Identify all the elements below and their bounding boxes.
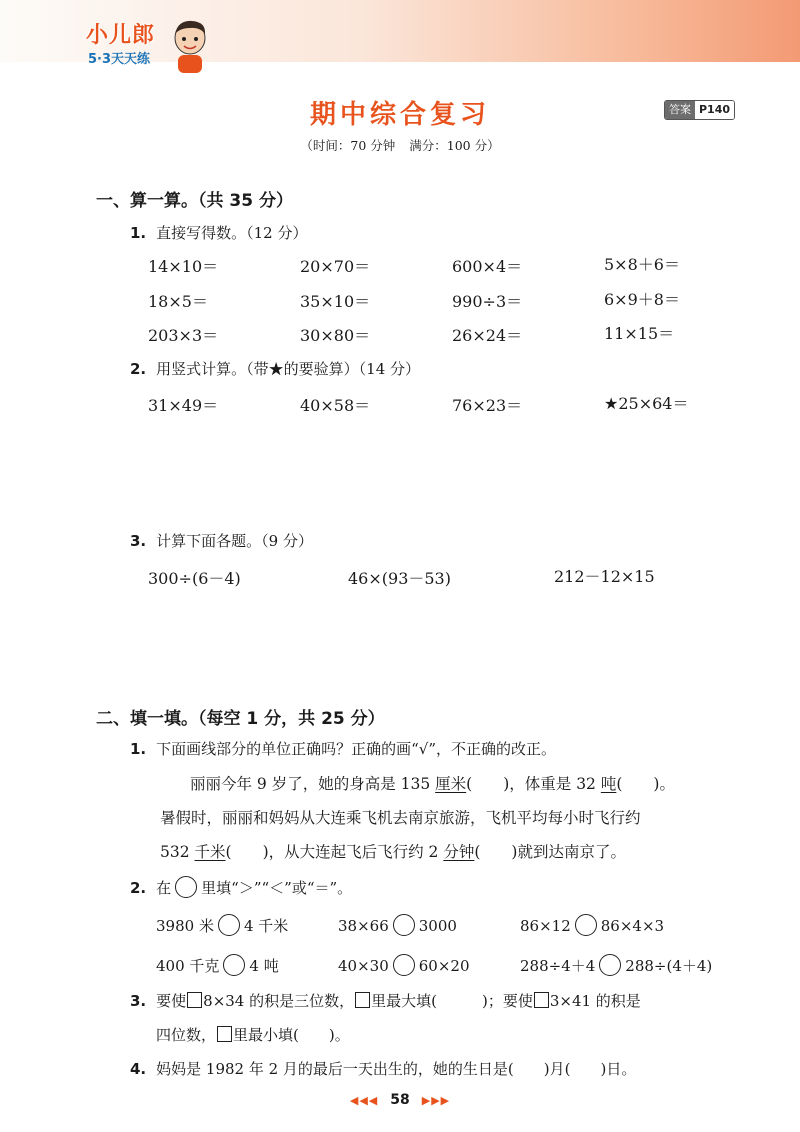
page-number: 58 bbox=[390, 1092, 410, 1108]
question-2-2: 2. 在 里填“＞”“＜”或“＝”。 bbox=[130, 876, 352, 898]
oral-calc-item: 600×4＝ bbox=[452, 257, 523, 276]
square-blank-icon bbox=[217, 1026, 232, 1042]
mixed-calc-item: 46×(93－53) bbox=[348, 569, 451, 588]
oral-calc-item: 203×3＝ bbox=[148, 326, 219, 345]
compare-circle[interactable] bbox=[393, 914, 415, 936]
compare-item: 38×66 3000 bbox=[338, 914, 457, 936]
question-number: 1. bbox=[130, 224, 147, 242]
circle-blank-icon bbox=[175, 876, 197, 898]
question-2-3-cont: 四位数， 里最小填( )。 bbox=[156, 1026, 350, 1044]
question-number: 4. bbox=[130, 1060, 147, 1078]
compare-circle[interactable] bbox=[223, 954, 245, 976]
question-text: 下面画线部分的单位正确吗？正确的画“√”，不正确的改正。 bbox=[156, 740, 557, 758]
question-text: 妈妈是 1982 年 2 月的最后一天出生的，她的生日是( )月( )日。 bbox=[156, 1060, 637, 1078]
left-arrows-icon: ◀◀◀ bbox=[349, 1094, 379, 1107]
square-blank-icon bbox=[187, 992, 202, 1008]
time-limit: （时间：70 分钟 bbox=[300, 138, 396, 153]
passage-line: 丽丽今年 9 岁了，她的身高是 135 厘米( )，体重是 32 吨( )。 bbox=[190, 775, 675, 793]
right-arrows-icon: ▶▶▶ bbox=[421, 1094, 451, 1107]
page-footer bbox=[0, 1092, 800, 1108]
oral-calc-item: 990÷3＝ bbox=[452, 292, 523, 311]
question-1-2 bbox=[130, 358, 420, 379]
question-1-1 bbox=[130, 222, 308, 243]
question-text: 用竖式计算。（带 bbox=[156, 360, 269, 378]
question-text: 计算下面各题。（9 分） bbox=[156, 532, 313, 550]
oral-calc-item: 6×9＋8＝ bbox=[604, 290, 680, 309]
underlined-unit: 厘米 bbox=[435, 775, 467, 793]
answer-label: 答案 bbox=[665, 101, 695, 119]
question-text: 直接写得数。（12 分） bbox=[156, 224, 308, 242]
compare-circle[interactable] bbox=[575, 914, 597, 936]
question-2-4 bbox=[130, 1058, 636, 1079]
underlined-unit: 分钟 bbox=[443, 843, 475, 861]
column-calc-item: ★25×64＝ bbox=[604, 394, 689, 413]
question-text: 的要验算）（14 分） bbox=[283, 360, 421, 378]
question-number: 1. bbox=[130, 740, 147, 758]
compare-item: 288÷4＋4 288÷(4＋4) bbox=[520, 954, 712, 976]
section-2-title: 二、填一填。（每空 1 分，共 25 分） bbox=[96, 709, 385, 729]
compare-item: 3980 米 4 千米 bbox=[156, 914, 288, 936]
question-number: 2. bbox=[130, 360, 147, 378]
oral-calc-item: 20×70＝ bbox=[300, 257, 371, 276]
star-icon: ★ bbox=[604, 394, 619, 413]
passage-line: 暑假时，丽丽和妈妈从大连乘飞机去南京旅游，飞机平均每小时飞行约 bbox=[160, 809, 641, 827]
question-1-3 bbox=[130, 530, 313, 551]
question-number: 3. bbox=[130, 532, 147, 550]
oral-calc-item: 18×5＝ bbox=[148, 292, 208, 311]
passage-line: 532 千米( )，从大连起飞后飞行约 2 分钟( )就到达南京了。 bbox=[160, 843, 626, 861]
star-icon: ★ bbox=[268, 360, 284, 378]
compare-circle[interactable] bbox=[599, 954, 621, 976]
compare-item: 86×12 86×4×3 bbox=[520, 914, 664, 936]
oral-calc-item: 26×24＝ bbox=[452, 326, 523, 345]
square-blank-icon bbox=[534, 992, 549, 1008]
question-number: 2. bbox=[130, 879, 147, 897]
brand-logo bbox=[86, 18, 236, 84]
exam-info bbox=[0, 136, 800, 154]
boy-mascot-icon bbox=[168, 18, 212, 76]
answer-reference bbox=[664, 100, 735, 120]
compare-circle[interactable] bbox=[218, 914, 240, 936]
question-2-3: 3. 要使 8×34 的积是三位数， 里最大填( )；要使 3×41 的积是 bbox=[130, 992, 641, 1010]
logo-subtitle: 5·3天天练 bbox=[88, 52, 151, 67]
logo-text: 小儿郎 bbox=[86, 23, 156, 48]
question-2-1 bbox=[130, 738, 556, 759]
answer-page: P140 bbox=[695, 101, 734, 119]
page-title: 期中综合复习 bbox=[309, 100, 490, 130]
oral-calc-item: 5×8＋6＝ bbox=[604, 255, 680, 274]
oral-calc-item: 35×10＝ bbox=[300, 292, 371, 311]
full-score: 满分：100 分） bbox=[409, 138, 500, 153]
mixed-calc-item: 300÷(6－4) bbox=[148, 569, 241, 588]
oral-calc-item: 30×80＝ bbox=[300, 326, 371, 345]
oral-calc-item: 14×10＝ bbox=[148, 257, 219, 276]
column-calc-item: 40×58＝ bbox=[300, 396, 371, 415]
column-calc-item: 31×49＝ bbox=[148, 396, 219, 415]
underlined-unit: 千米 bbox=[194, 843, 226, 861]
compare-item: 400 千克 4 吨 bbox=[156, 954, 279, 976]
square-blank-icon bbox=[355, 992, 370, 1008]
oral-calc-item: 11×15＝ bbox=[604, 324, 675, 343]
question-number: 3. bbox=[130, 992, 147, 1010]
underlined-unit: 吨 bbox=[600, 775, 617, 793]
section-1-title: 一、算一算。（共 35 分） bbox=[96, 191, 293, 211]
column-calc-item: 76×23＝ bbox=[452, 396, 523, 415]
compare-circle[interactable] bbox=[393, 954, 415, 976]
mixed-calc-item: 212－12×15 bbox=[554, 567, 655, 586]
compare-item: 40×30 60×20 bbox=[338, 954, 470, 976]
